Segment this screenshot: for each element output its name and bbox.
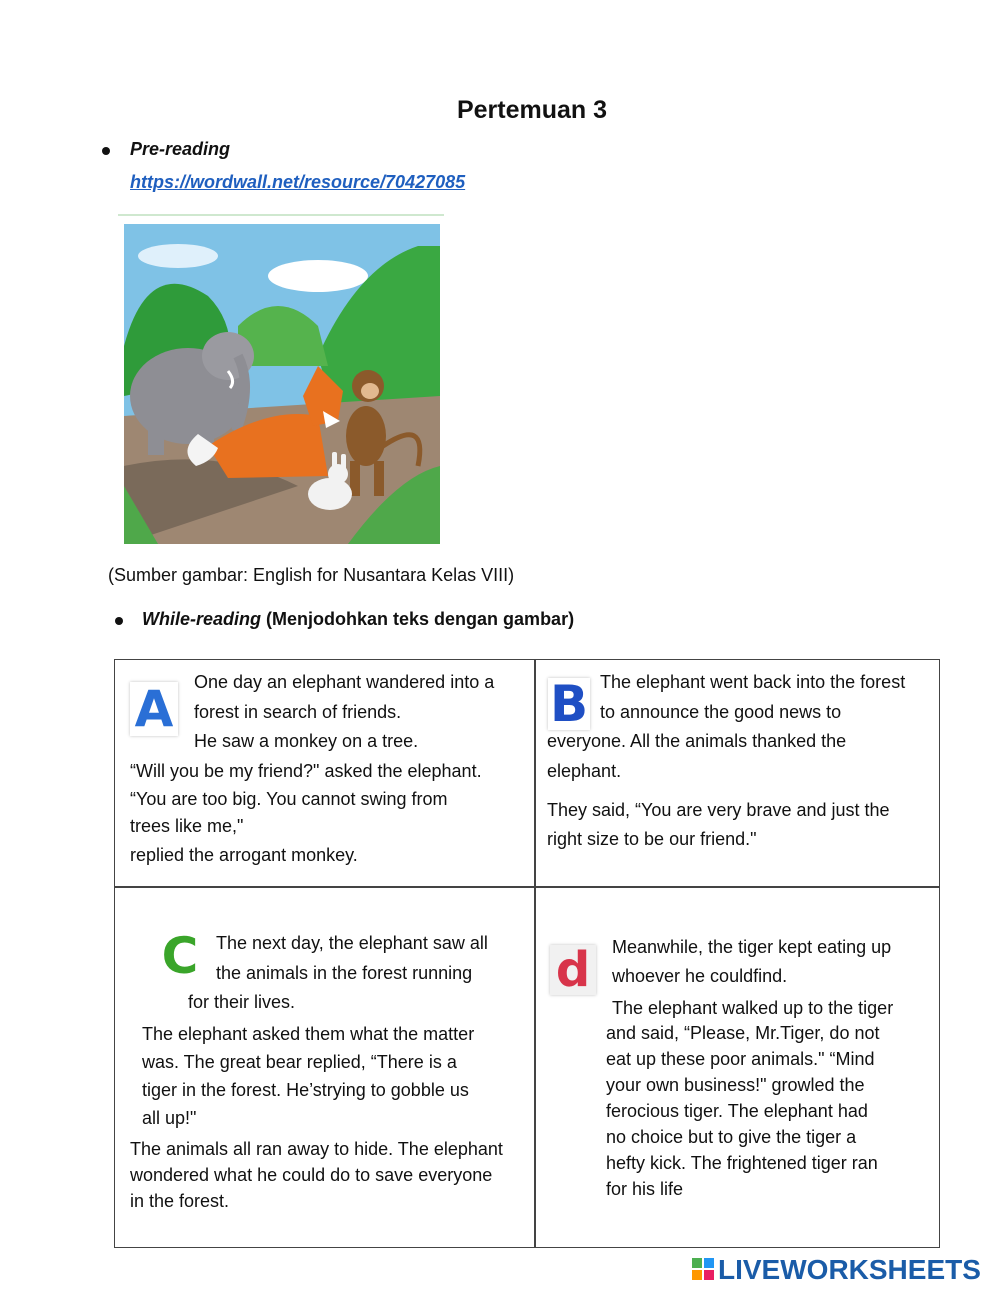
card-a-line: trees like me," [130,816,244,836]
letter-a: A [134,680,174,738]
card-d-line: hefty kick. The frightened tiger ran [606,1153,878,1173]
card-c-line: the animals in the forest running [216,963,473,983]
card-d-line: and said, “Please, Mr.Tiger, do not [606,1023,880,1043]
letter-b-icon [548,675,590,733]
table-divider-horizontal [114,886,940,888]
wordwall-link[interactable]: https://wordwall.net/resource/70427085 [130,172,466,192]
liveworksheets-brand: LIVEWORKSHEETS [718,1254,981,1285]
card-d-line: ferocious tiger. The elephant had [606,1101,868,1121]
card-a-line: “Will you be my friend?" asked the elephant. [130,761,482,781]
card-d-line: for his life [606,1179,684,1199]
card-b-line: They said, “You are very brave and just the [547,800,890,820]
card-c-line: for their lives. [188,992,296,1012]
while-reading-instruction: (Menjodohkan teks dengan gambar) [266,609,575,629]
card-d-line: your own business!" growled the [606,1075,865,1095]
card-c-line: The elephant asked them what the matter [142,1024,475,1044]
card-c-line: all up!" [142,1108,197,1128]
letter-a-icon [130,682,178,736]
card-d-line: whoever he couldfind. [612,966,788,986]
card-d-line: Meanwhile, the tiger kept eating up [612,937,892,957]
card-b-line: to announce the good news to [600,702,842,722]
liveworksheets-logo-icon [692,1258,714,1280]
card-a-line: “You are too big. You cannot swing from [130,789,448,809]
pre-reading-label: Pre-reading [130,139,231,159]
card-d-line: The elephant walked up to the tiger [612,998,894,1018]
page-title: Pertemuan 3 [456,96,608,124]
card-c-line: in the forest. [130,1191,230,1211]
bullet [115,617,123,625]
letter-d-icon [550,942,596,998]
card-a-line: He saw a monkey on a tree. [194,731,419,751]
card-b-line: elephant. [547,761,622,781]
card-a-line: forest in search of friends. [194,702,402,722]
while-reading-label: While-reading [142,609,262,629]
card-d-line: eat up these poor animals." “Mind [606,1049,875,1069]
card-c-line: wondered what he could do to save everyone [130,1165,493,1185]
forest-animals-illustration [118,216,444,546]
card-d-line: no choice but to give the tiger a [606,1127,857,1147]
card-c-line: The animals all ran away to hide. The elephant [130,1139,503,1159]
card-b-line: The elephant went back into the forest [600,672,906,692]
letter-b: B [549,675,589,733]
card-a-line: replied the arrogant monkey. [130,845,358,865]
while-reading-heading [142,609,574,630]
table-divider-vertical [534,659,536,1248]
story-illustration [118,214,444,546]
letter-c: C [161,927,199,985]
card-c-line: The next day, the elephant saw all [216,933,488,953]
card-b-line: right size to be our friend." [547,829,757,849]
card-c-line: was. The great bear replied, “There is a [142,1052,457,1072]
letter-d: d [555,942,591,998]
card-c-line: tiger in the forest. He’strying to gobble us [142,1080,469,1100]
card-a-line: One day an elephant wandered into a [194,672,495,692]
image-caption: (Sumber gambar: English for Nusantara Kelas VIII) [108,565,515,585]
letter-c-icon [158,927,202,985]
bullet [102,147,110,155]
card-b-line: everyone. All the animals thanked the [547,731,847,751]
